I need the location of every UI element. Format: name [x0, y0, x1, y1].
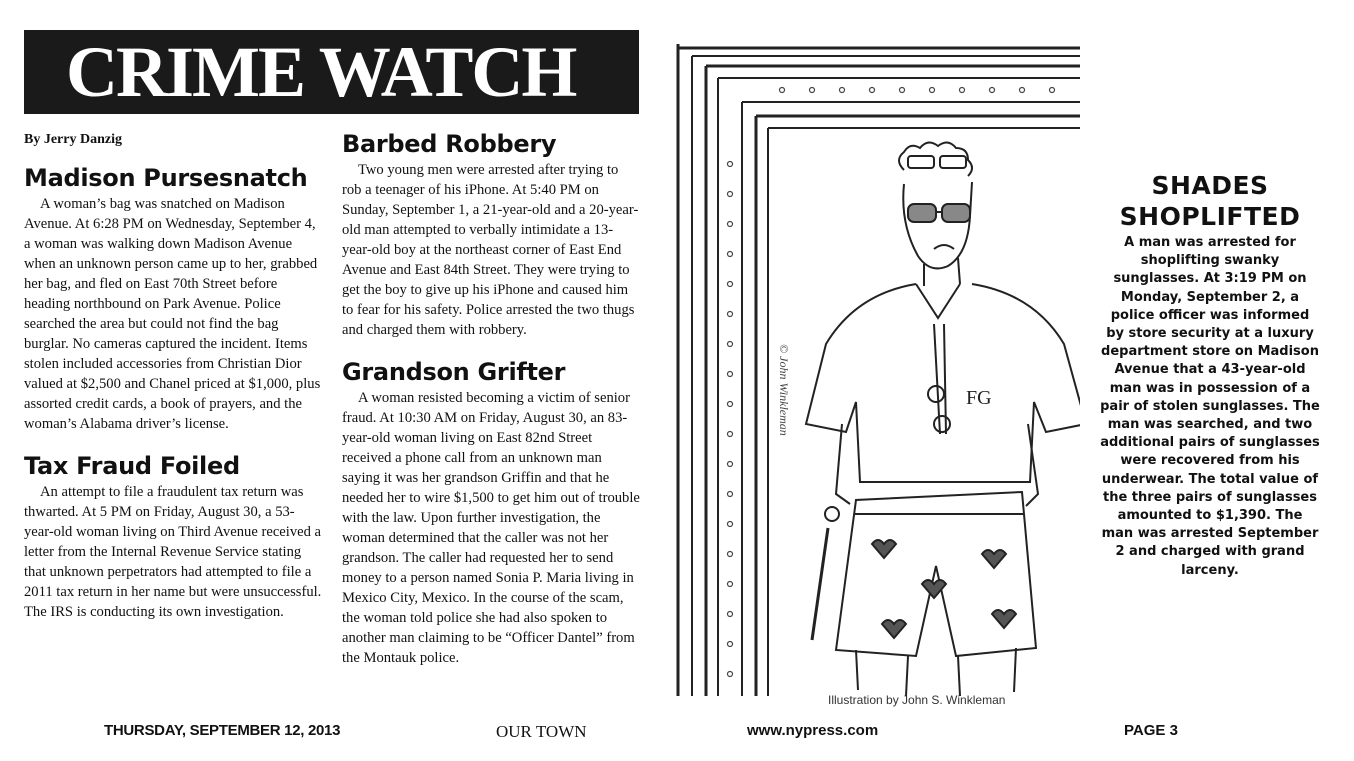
headline-grandson: Grandson Grifter [342, 358, 566, 386]
column-left [24, 162, 322, 638]
headline-tax: Tax Fraud Foiled [24, 452, 240, 480]
article-madison-body: A woman’s bag was snatched on Madison Avenue. At 6:28 PM on Wednesday, September 4, a woman was walking down Madison Avenue when an unknown person came up to her, grabbed her bag, and fled on East 70th Street before heading northbound on Park Avenue. Police searched the area but could not find the bag burglar. No cameras captured the incident. Items stolen included accessories from Christian Dior valued at $2,500 and Chanel priced at $1,000, plus assorted credit cards, a book of prayers, and the woman’s Alabama driver’s license. [24, 196, 321, 432]
footer-url[interactable]: www.nypress.com [747, 722, 879, 739]
footer-publication: OUR TOWN [496, 722, 587, 741]
article-grandson-body: A woman resisted becoming a victim of senior fraud. At 10:30 AM on Friday, August 30, an 83-year-old woman living on East 82nd Street received a phone call from an unknown man saying it was her grandson Griffin and that he needed her to wire $1,500 to get him out of trouble with the law. Upon further investigation, the woman determined that the caller was not her grandson. The caller had requested her to send money to a person named Sonia P. Maria living in Mexico City, Mexico. In the course of the scam, the woman told police she had also spoken to another man claiming to be “Officer Dantel” from the Montauk police. [342, 390, 640, 666]
column-middle [342, 128, 640, 684]
article-barbed-body: Two young men were arrested after trying to rob a teenager of his iPhone. At 5:40 PM on Sunday, September 1, a 21-year-old and a 20-year-old man attempted to verbally intimidate a 13-year-old boy at the northeast corner of East End Avenue and East 84th Street. They were trying to get the boy to give up his iPhone and caused him to fear for his safety. Police arrested the two thugs and charged them with robbery. [342, 162, 639, 338]
headline-barbed: Barbed Robbery [342, 130, 557, 158]
masthead-banner [24, 30, 639, 114]
headline-madison: Madison Pursesnatch [24, 164, 308, 192]
sidebar-title-line2: SHOPLIFTED [1119, 202, 1301, 231]
footer-date: THURSDAY, SEPTEMBER 12, 2013 [104, 722, 341, 739]
sidebar-article [1100, 170, 1320, 580]
byline: By Jerry Danzig [24, 132, 122, 147]
sidebar-title-line1: SHADES [1151, 171, 1269, 200]
page-title: CRIME WATCH [66, 32, 576, 112]
artist-signature: © John Winkleman [777, 344, 791, 436]
sidebar-body: A man was arrested for shoplifting swanky sunglasses. At 3:19 PM on Monday, September 2, a police officer was informed by store security at a luxury department store on Madison Avenue that a 43-year-old man was in possession of a pair of stolen sunglasses. The man was searched, and two additional pairs of sunglasses were recovered from his underwear. The total value of the three pairs of sunglasses amounted to $1,390. The man was arrested September 2 and charged with grand larceny. [1100, 235, 1320, 578]
shirt-monogram: FG [966, 387, 992, 409]
article-tax-body: An attempt to file a fraudulent tax return was thwarted. At 5 PM on Friday, August 30, a 53-year-old woman living on Third Avenue received a letter from the Internal Revenue Service stating that unknown perpetrators had attempted to file a 2011 tax return in her name but were unsuccessful. The IRS is conducting its own investigation. [24, 484, 322, 620]
cartoon-illustration [672, 44, 1080, 696]
illustration-caption: Illustration by John S. Winkleman [828, 693, 1006, 707]
footer-page-number: PAGE 3 [1124, 722, 1178, 739]
